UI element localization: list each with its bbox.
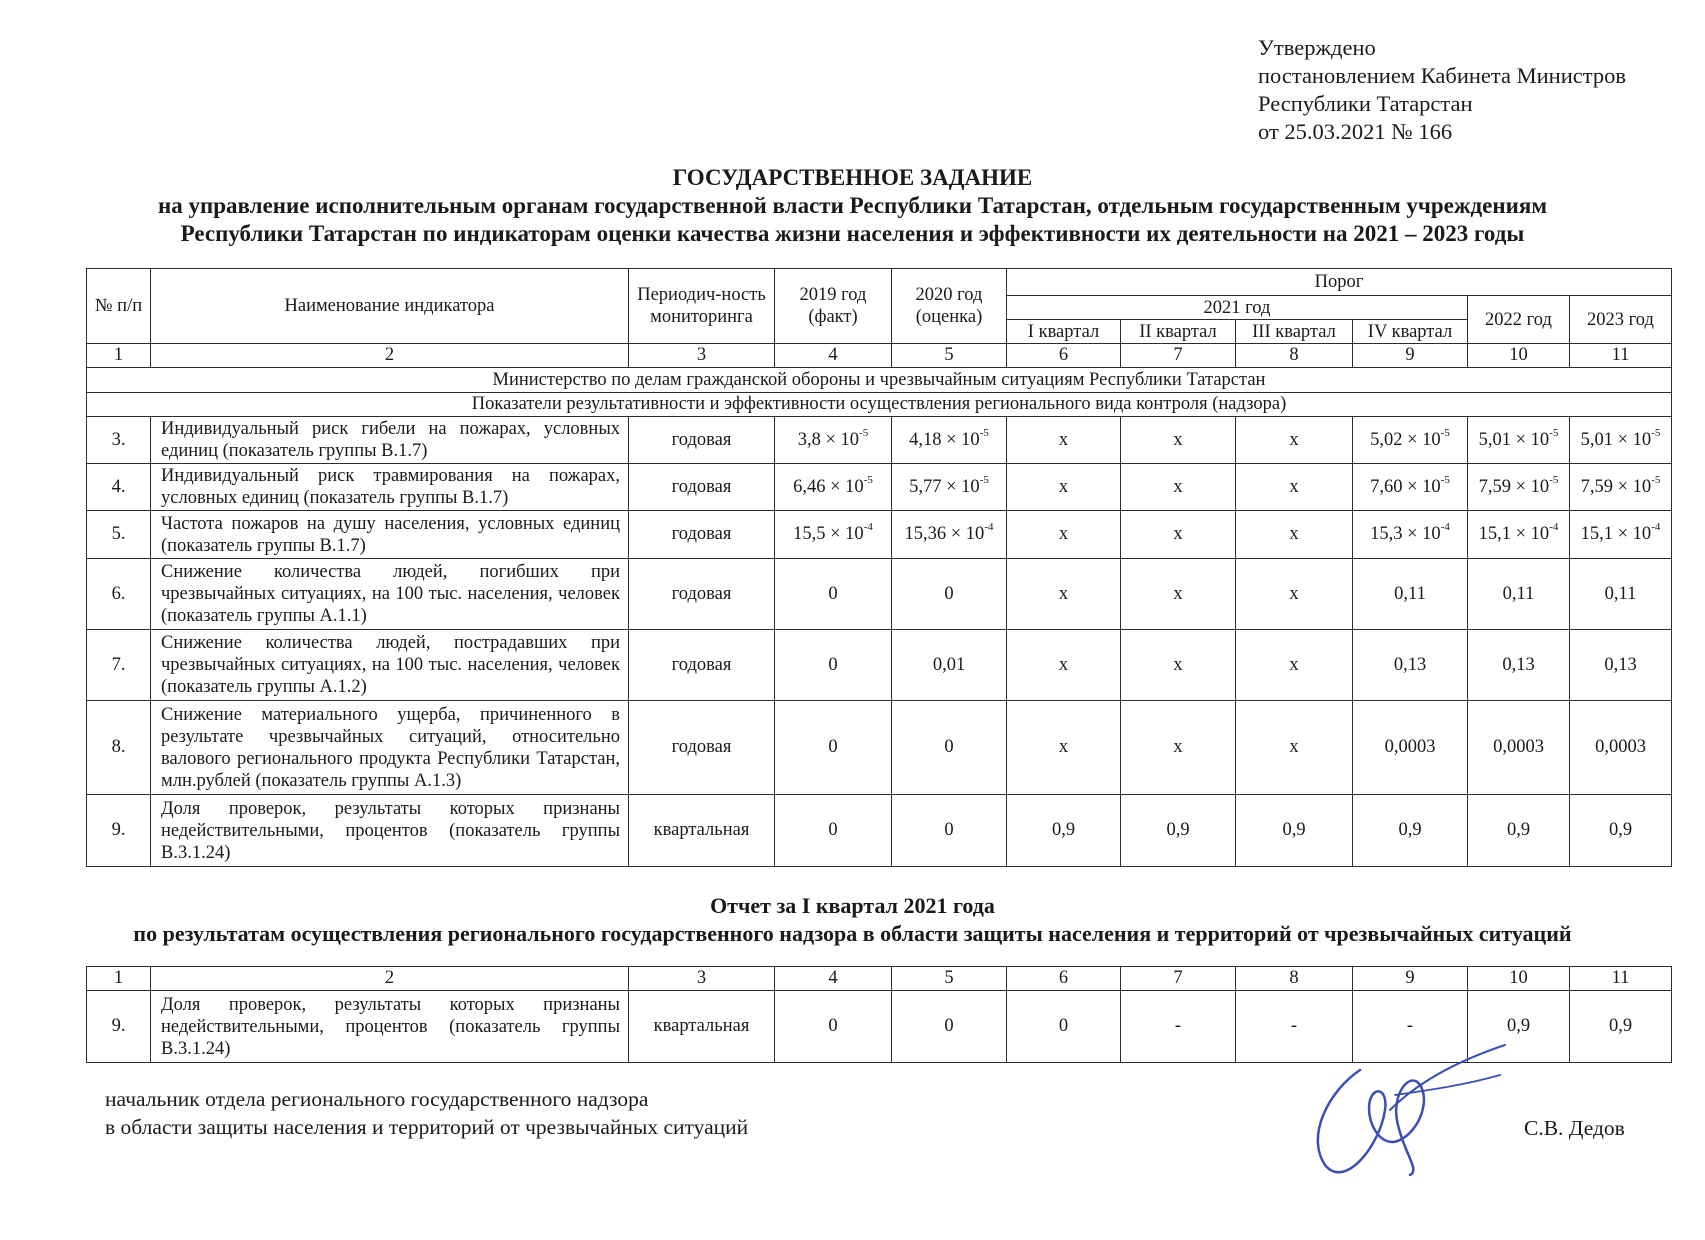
column-number: 3 — [629, 967, 775, 991]
header-q1: I квартал — [1007, 320, 1121, 344]
approval-line: от 25.03.2021 № 166 — [1258, 119, 1453, 144]
row-value-2022: 0,0003 — [1468, 701, 1570, 795]
row-value-2023: 0,0003 — [1570, 701, 1672, 795]
column-number: 5 — [892, 967, 1007, 991]
row-period: годовая — [629, 417, 775, 464]
row-value-q3: х — [1236, 417, 1353, 464]
row-value-q4: 0,13 — [1353, 630, 1468, 701]
approval-line: Утверждено — [1258, 35, 1376, 60]
row-value-2019: 0 — [775, 795, 892, 867]
row-value-2019: 0 — [775, 559, 892, 630]
row-value-q4: 0,9 — [1353, 795, 1468, 867]
report-cell: 0,9 — [1468, 991, 1570, 1063]
column-number: 9 — [1353, 344, 1468, 368]
column-number: 2 — [151, 967, 629, 991]
row-value-2019: $3,8 \times 10^{-5}$ — [775, 417, 892, 464]
approval-block — [1258, 34, 1626, 146]
table-row — [87, 559, 1672, 630]
row-value-q1: х — [1007, 630, 1121, 701]
row-value-2020: $5,77 \times 10^{-5}$ — [892, 464, 1007, 511]
row-period: годовая — [629, 630, 775, 701]
row-value-q3: х — [1236, 511, 1353, 559]
table-row — [87, 630, 1672, 701]
row-value-q1: х — [1007, 511, 1121, 559]
row-value-q4: 0,0003 — [1353, 701, 1468, 795]
approval-line: постановлением Кабинета Министров — [1258, 63, 1626, 88]
header-2021: 2021 год — [1007, 296, 1468, 320]
row-value-q1: 0,9 — [1007, 795, 1121, 867]
row-name: Частота пожаров на душу населения, условных единиц (показатель группы В.1.7) — [151, 511, 629, 559]
handwritten-signature — [1290, 1040, 1520, 1180]
row-value-2020: 0,01 — [892, 630, 1007, 701]
row-value-2022: $5,01 \times 10^{-5}$ — [1468, 417, 1570, 464]
row-name: Доля проверок, результаты которых признаны недействительными, процентов (показатель группы В.3.1.24) — [151, 991, 629, 1063]
indicators-table — [86, 268, 1672, 867]
row-num: 3. — [87, 417, 151, 464]
row-value-q3: х — [1236, 630, 1353, 701]
column-number: 10 — [1468, 344, 1570, 368]
column-number: 9 — [1353, 967, 1468, 991]
row-num: 4. — [87, 464, 151, 511]
header-name: Наименование индикатора — [151, 269, 629, 344]
row-value-2020: 0 — [892, 701, 1007, 795]
report-cell: - — [1353, 991, 1468, 1063]
row-value-q1: х — [1007, 417, 1121, 464]
column-number: 8 — [1236, 967, 1353, 991]
column-number-row — [87, 344, 1672, 368]
column-number: 4 — [775, 967, 892, 991]
signer-name: С.В. Дедов — [1524, 1116, 1625, 1140]
row-value-q4: $15,3 \times 10^{-4}$ — [1353, 511, 1468, 559]
row-name: Снижение количества людей, пострадавших при чрезвычайных ситуациях, на 100 тыс. населения, человек (показатель группы А.1.2) — [151, 630, 629, 701]
row-value-2022: $15,1 \times 10^{-4}$ — [1468, 511, 1570, 559]
column-number: 11 — [1570, 344, 1672, 368]
row-name: Снижение количества людей, погибших при чрезвычайных ситуациях, на 100 тыс. населения, человек (показатель группы А.1.1) — [151, 559, 629, 630]
title-line: Республики Татарстан по индикаторам оценки качества жизни населения и эффективности их деятельности на 2021 – 2023 годы — [180, 221, 1525, 246]
row-value-q2: х — [1121, 559, 1236, 630]
row-num: 8. — [87, 701, 151, 795]
column-number: 1 — [87, 344, 151, 368]
column-number: 6 — [1007, 344, 1121, 368]
row-value-q1: х — [1007, 701, 1121, 795]
report-cell: 0 — [1007, 991, 1121, 1063]
position-line: в области защиты населения и территорий от чрезвычайных ситуаций — [105, 1115, 749, 1139]
column-number: 5 — [892, 344, 1007, 368]
report-title — [0, 892, 1705, 948]
row-period: годовая — [629, 511, 775, 559]
row-num: 7. — [87, 630, 151, 701]
row-value-2023: 0,9 — [1570, 795, 1672, 867]
header-2020: 2020 год (оценка) — [892, 269, 1007, 344]
row-value-2023: $5,01 \times 10^{-5}$ — [1570, 417, 1672, 464]
column-number: 7 — [1121, 344, 1236, 368]
table-row — [87, 417, 1672, 464]
row-name: Доля проверок, результаты которых признаны недействительными, процентов (показатель группы В.3.1.24) — [151, 795, 629, 867]
row-num: 5. — [87, 511, 151, 559]
row-value-q4: $5,02 \times 10^{-5}$ — [1353, 417, 1468, 464]
row-name: Индивидуальный риск гибели на пожарах, условных единиц (показатель группы В.1.7) — [151, 417, 629, 464]
title-line: ГОСУДАРСТВЕННОЕ ЗАДАНИЕ — [672, 165, 1033, 190]
column-number: 8 — [1236, 344, 1353, 368]
row-name: Индивидуальный риск травмирования на пожарах, условных единиц (показатель группы В.1.7) — [151, 464, 629, 511]
row-period: годовая — [629, 464, 775, 511]
row-value-2022: $7,59 \times 10^{-5}$ — [1468, 464, 1570, 511]
row-value-q2: х — [1121, 464, 1236, 511]
subsection-row: Показатели результативности и эффективности осуществления регионального вида контроля (надзора) — [87, 393, 1672, 417]
row-value-q3: х — [1236, 559, 1353, 630]
header-q3: III квартал — [1236, 320, 1353, 344]
row-num: 9. — [87, 991, 151, 1063]
row-name: Снижение материального ущерба, причиненного в результате чрезвычайных ситуаций, относительно валового регионального продукта Республики Татарстан, млн.рублей (показатель группы А.1.3) — [151, 701, 629, 795]
row-value-2022: 0,9 — [1468, 795, 1570, 867]
column-number: 10 — [1468, 967, 1570, 991]
report-cell: - — [1236, 991, 1353, 1063]
report-cell: 0 — [892, 991, 1007, 1063]
report-column-number-row — [87, 967, 1672, 991]
section-row: Министерство по делам гражданской обороны и чрезвычайным ситуациям Республики Татарстан — [87, 368, 1672, 393]
column-number: 11 — [1570, 967, 1672, 991]
document-title — [0, 164, 1705, 248]
column-number: 3 — [629, 344, 775, 368]
approval-line: Республики Татарстан — [1258, 91, 1473, 116]
row-value-2023: $7,59 \times 10^{-5}$ — [1570, 464, 1672, 511]
row-value-2020: $15,36 \times 10^{-4}$ — [892, 511, 1007, 559]
row-value-q4: $7,60 \times 10^{-5}$ — [1353, 464, 1468, 511]
row-value-2023: 0,11 — [1570, 559, 1672, 630]
row-value-q2: х — [1121, 511, 1236, 559]
row-value-q1: х — [1007, 464, 1121, 511]
report-cell: - — [1121, 991, 1236, 1063]
position-line: начальник отдела регионального государственного надзора — [105, 1087, 649, 1111]
title-line: на управление исполнительным органам государственной власти Республики Татарстан, отдельным государственным учреждениям — [158, 193, 1547, 218]
row-value-2019: 0 — [775, 630, 892, 701]
table-row — [87, 701, 1672, 795]
row-value-2020: $4,18 \times 10^{-5}$ — [892, 417, 1007, 464]
table-row — [87, 795, 1672, 867]
row-value-2019: $6,46 \times 10^{-5}$ — [775, 464, 892, 511]
row-value-2020: 0 — [892, 559, 1007, 630]
row-value-q2: х — [1121, 630, 1236, 701]
row-value-q2: х — [1121, 701, 1236, 795]
header-q2: II квартал — [1121, 320, 1236, 344]
column-number: 2 — [151, 344, 629, 368]
header-2019: 2019 год (факт) — [775, 269, 892, 344]
row-value-q2: 0,9 — [1121, 795, 1236, 867]
row-period: квартальная — [629, 991, 775, 1063]
row-value-2022: 0,13 — [1468, 630, 1570, 701]
column-number: 6 — [1007, 967, 1121, 991]
row-value-2019: $15,5 \times 10^{-4}$ — [775, 511, 892, 559]
row-value-2019: 0 — [775, 701, 892, 795]
row-num: 9. — [87, 795, 151, 867]
report-title-line: по результатам осуществления регионального государственного надзора в области защиты населения и территорий от чрезвычайных ситуаций — [133, 921, 1572, 946]
row-value-q4: 0,11 — [1353, 559, 1468, 630]
row-value-2020: 0 — [892, 795, 1007, 867]
row-value-q2: х — [1121, 417, 1236, 464]
column-number: 7 — [1121, 967, 1236, 991]
row-value-2023: 0,13 — [1570, 630, 1672, 701]
report-cell: 0 — [775, 991, 892, 1063]
row-value-2022: 0,11 — [1468, 559, 1570, 630]
header-q4: IV квартал — [1353, 320, 1468, 344]
column-number: 4 — [775, 344, 892, 368]
row-value-q1: х — [1007, 559, 1121, 630]
header-threshold: Порог — [1007, 269, 1672, 296]
report-title-line: Отчет за I квартал 2021 года — [710, 893, 995, 918]
row-value-q3: х — [1236, 464, 1353, 511]
header-2022: 2022 год — [1468, 296, 1570, 344]
row-period: годовая — [629, 701, 775, 795]
report-cell: 0,9 — [1570, 991, 1672, 1063]
row-value-2023: $15,1 \times 10^{-4}$ — [1570, 511, 1672, 559]
row-num: 6. — [87, 559, 151, 630]
header-period: Периодич-ность мониторинга — [629, 269, 775, 344]
table-row — [87, 464, 1672, 511]
header-num: № п/п — [87, 269, 151, 344]
row-value-q3: 0,9 — [1236, 795, 1353, 867]
column-number: 1 — [87, 967, 151, 991]
row-period: квартальная — [629, 795, 775, 867]
signatory-position — [105, 1085, 748, 1141]
row-value-q3: х — [1236, 701, 1353, 795]
header-2023: 2023 год — [1570, 296, 1672, 344]
row-period: годовая — [629, 559, 775, 630]
table-row — [87, 511, 1672, 559]
